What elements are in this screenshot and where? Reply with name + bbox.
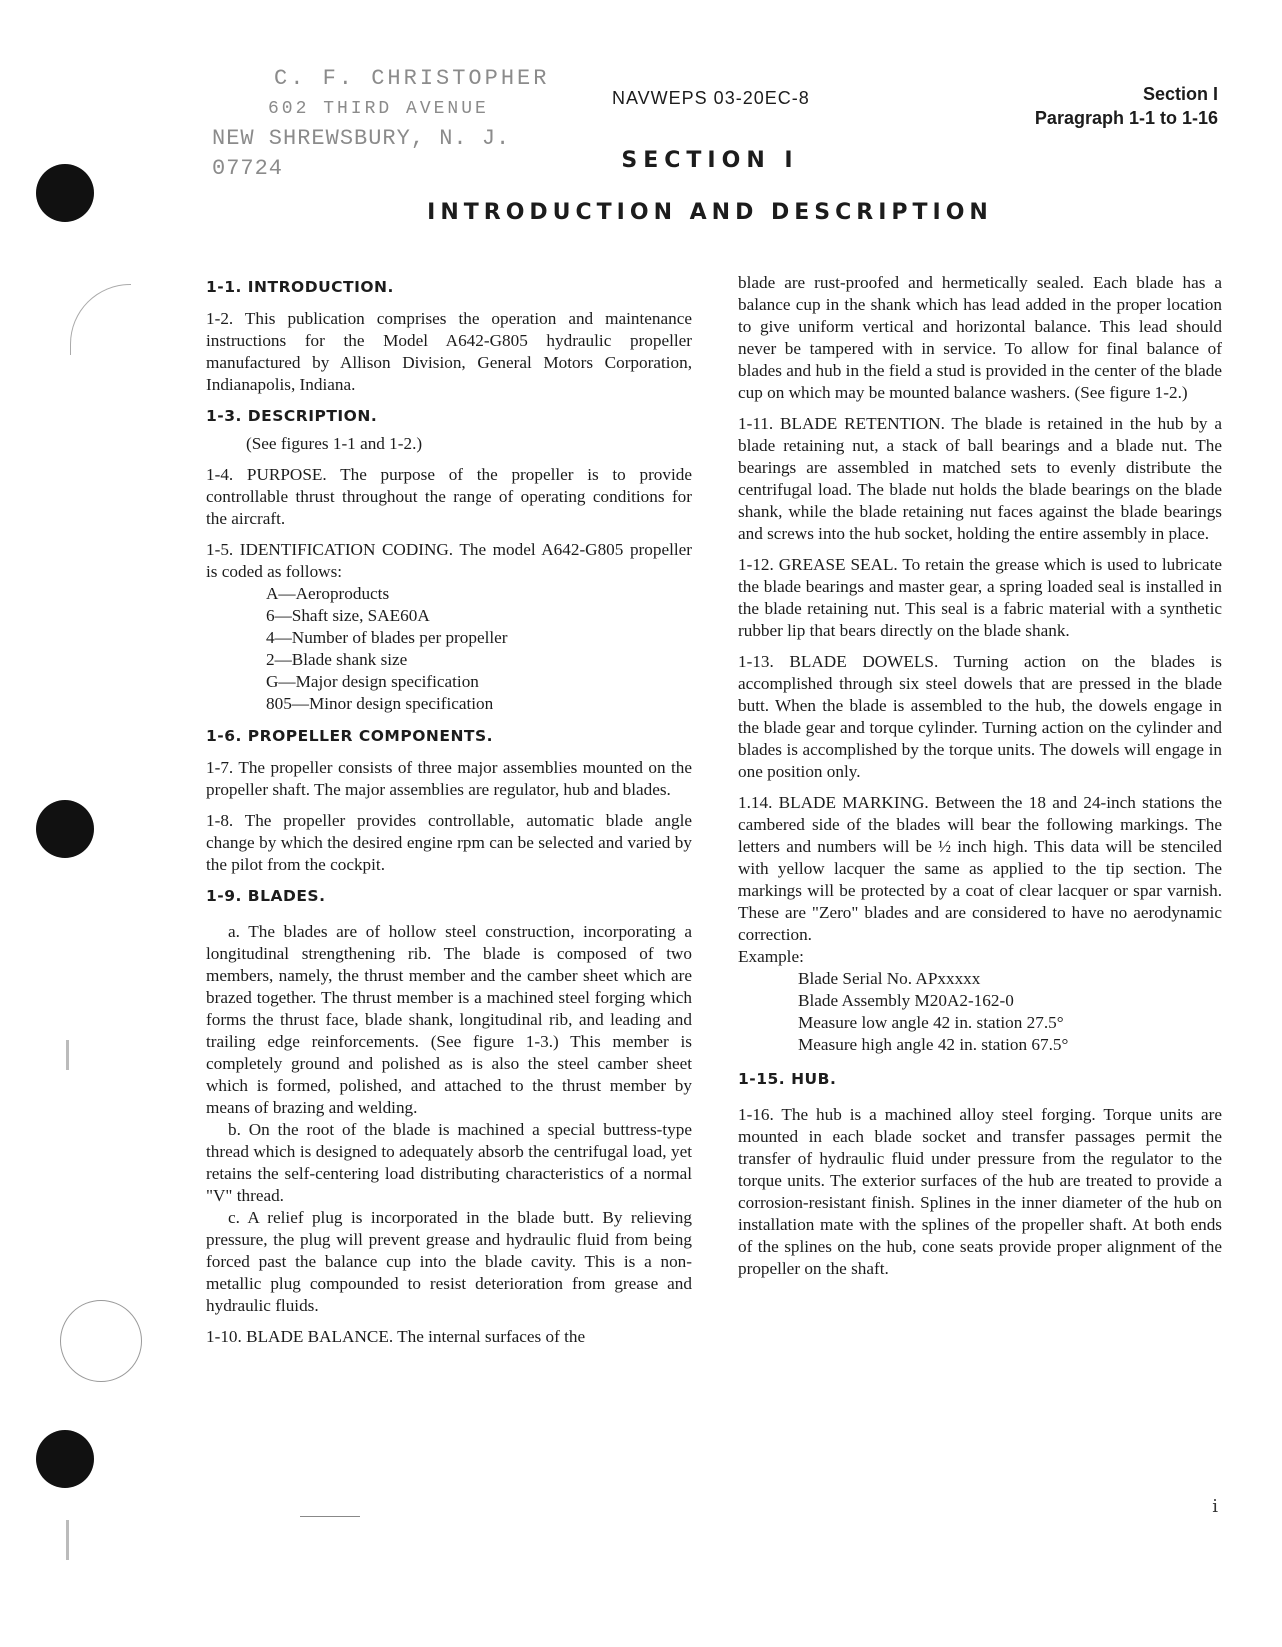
paragraph-range: Paragraph 1-1 to 1-16: [1034, 108, 1218, 128]
section-subtitle: INTRODUCTION AND DESCRIPTION: [427, 200, 993, 225]
paragraph-1-12: 1-12. GREASE SEAL. To retain the grease which is used to lubricate the blade bearings and master gear, a spring loaded seal is installed in the blade retaining nut. This seal is a fabric material with a synthetic rubber lip that bears directly on the blade shank.: [738, 555, 1222, 640]
edge-mark: [66, 1520, 69, 1560]
paragraph-1-10-continued: blade are rust-proofed and hermetically sealed. Each blade has a balance cup in the shank which has lead added in the proper location to give uniform vertical and horizontal balance. This lead should never be tampered with in service. To allow for final balance of blades and hub in the field a stud is provided in the center of the blade cup on which may be mounted balance washers. (See figure 1-2.): [738, 273, 1222, 402]
heading-blades: 1-9. BLADES.: [206, 887, 326, 905]
heading-propeller-components: 1-6. PROPELLER COMPONENTS.: [206, 727, 494, 745]
paragraph-1-9-c: c. A relief plug is incorporated in the blade butt. By relieving pressure, the plug will prevent grease and hydraulic fluid from being forced past the balance cup into the blade cavity. This is a non-metallic plug compounded to resist deterioration from grease and hydraulic fluids.: [206, 1208, 692, 1315]
left-column: [206, 276, 692, 1357]
paragraph-1-11: 1-11. BLADE RETENTION. The blade is retained in the hub by a blade retaining nut, a stack of ball bearings and a blade nut. The bearings are assembled in matched sets to evenly distribute the centrifugal load. The blade nut holds the blade bearings on the blade shank, while the blade retaining nut faces against the blade bearings and screws into the hub socket, holding the entire assembly in place.: [738, 414, 1222, 543]
paragraph-1-14: 1.14. BLADE MARKING. Between the 18 and 24-inch stations the cambered side of the blades will bear the following markings. The letters and numbers will be ½ inch high. This data will be stenciled with yellow lacquer the same as applied to the tip section. The markings will be protected by a coat of clear lacquer or spar varnish. These are "Zero" blades and are considered to have no aerodynamic correction.: [738, 793, 1222, 944]
paragraph-1-5: 1-5. IDENTIFICATION CODING. The model A642-G805 propeller is coded as follows:: [206, 540, 692, 581]
list-item: 4—Number of blades per propeller: [266, 628, 508, 647]
stamp-line: NEW SHREWSBURY, N. J. 07724: [212, 126, 511, 181]
paragraph-1-4: 1-4. PURPOSE. The purpose of the propeller is to provide controllable thrust throughout the range of operating conditions for the aircraft.: [206, 465, 692, 528]
list-item: 6—Shaft size, SAE60A: [266, 606, 430, 625]
example-label: Example:: [738, 947, 804, 966]
punch-hole-middle: [36, 800, 94, 858]
paragraph-1-7: 1-7. The propeller consists of three major assemblies mounted on the propeller shaft. The major assemblies are regulator, hub and blades.: [206, 758, 692, 799]
list-item: Measure low angle 42 in. station 27.5°: [798, 1013, 1064, 1032]
list-item: 805—Minor design specification: [266, 694, 494, 713]
section-label: Section I: [1142, 84, 1218, 104]
section-reference: [1035, 82, 1218, 130]
heading-introduction: 1-1. INTRODUCTION.: [206, 278, 394, 296]
paragraph-1-9-b: b. On the root of the blade is machined a special buttress-type thread which is designed to adequately absorb the centrifugal load, yet retains the self-centering load distributing characteristics of a normal "V" thread.: [206, 1120, 692, 1205]
right-column: [738, 272, 1222, 1289]
paragraph-1-13: 1-13. BLADE DOWELS. Turning action on the blades is accomplished through six steel dowels that are pressed in the blade butt. When the blade is assembled to the hub, the dowels engage in the blade gear and torque cylinder. Turning action on the cylinder and blades is accomplished by the torque units. The dowels will engage in one position only.: [738, 652, 1222, 781]
paragraph-1-2: 1-2. This publication comprises the operation and maintenance instructions for the Model A642-G805 hydraulic propeller manufactured by Allison Division, General Motors Corporation, Indianapolis, Indiana.: [206, 309, 692, 394]
list-item: Blade Serial No. APxxxxx: [798, 969, 981, 988]
punch-hole-bottom: [36, 1430, 94, 1488]
stamp-line: C. F. CHRISTOPHER: [274, 66, 550, 91]
footer-rule: [300, 1516, 360, 1517]
list-item: G—Major design specification: [266, 672, 479, 691]
identification-coding-list: [206, 583, 692, 715]
document-id: NAVWEPS 03-20EC-8: [612, 88, 810, 108]
list-item: Measure high angle 42 in. station 67.5°: [798, 1035, 1069, 1054]
paragraph-1-16: 1-16. The hub is a machined alloy steel forging. Torque units are mounted in each blade socket and transfer passages permit the transfer of hydraulic fluid under pressure from the regulator to the torque units. The exterior surfaces of the hub are treated to provide a corrosion-resistant finish. Splines in the inner diameter of the hub on installation mate with the splines of the propeller shaft. At both ends of the splines on the hub, cone seats provide proper alignment of the propeller on the shaft.: [738, 1105, 1222, 1278]
heading-hub: 1-15. HUB.: [738, 1070, 837, 1088]
page-corner-mark: ⅰ: [1212, 1496, 1218, 1516]
paragraph-1-9-a: a. The blades are of hollow steel construction, incorporating a longitudinal strengthening rib. The blade is composed of two members, namely, the thrust member and the camber sheet which are brazed together. The thrust member is a machined steel forging which forms the thrust face, blade shank, longitudinal rib, and leading and trailing edge reinforcements. (See figure 1-3.) This member is completely ground and polished as is also the steel camber sheet which is formed, polished, and attached to the thrust member by means of brazing and welding.: [206, 922, 692, 1117]
list-item: 2—Blade shank size: [266, 650, 408, 669]
punch-hole-ghost-bottom: [60, 1300, 142, 1382]
list-item: A—Aeroproducts: [266, 584, 390, 603]
heading-description: 1-3. DESCRIPTION.: [206, 407, 378, 425]
list-item: Blade Assembly M20A2-162-0: [798, 991, 1014, 1010]
blade-marking-example-list: [738, 968, 1222, 1056]
paragraph-1-8: 1-8. The propeller provides controllable, automatic blade angle change by which the desired engine rpm can be selected and varied by the pilot from the cockpit.: [206, 811, 692, 874]
paragraph-1-10: 1-10. BLADE BALANCE. The internal surfaces of the: [206, 1327, 586, 1346]
section-title: SECTION I: [621, 148, 799, 173]
punch-hole-ghost-top: [70, 284, 131, 355]
edge-mark: [66, 1040, 69, 1070]
stamp-line: 602 THIRD AVENUE: [268, 99, 489, 119]
description-figure-note: (See figures 1-1 and 1-2.): [246, 434, 423, 453]
